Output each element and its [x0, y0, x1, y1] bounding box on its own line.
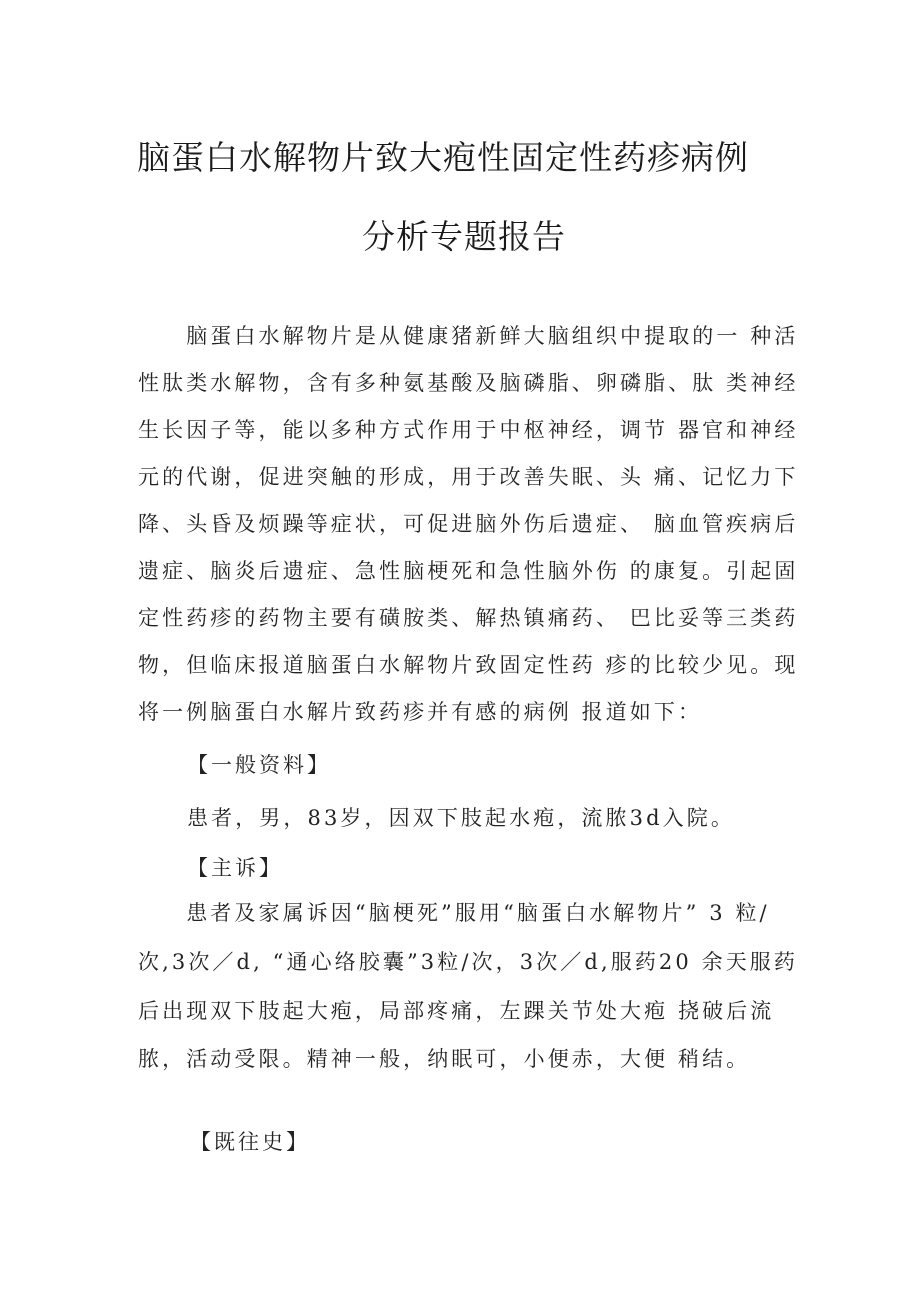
intro-line-9: 将一例脑蛋白水解片致药疹并有感的病例 报道如下： [138, 700, 703, 724]
intro-line-5: 降、头昏及烦躁等症状，可促进脑外伤后遗症、 脑血管疾病后 [138, 512, 799, 536]
document-title-line-2: 分析专题报告 [362, 217, 566, 256]
intro-line-7: 定性药疹的药物主要有磺胺类、解热镇痛药、 巴比妥等三类药 [138, 606, 799, 630]
general-info-text: 患者，男，83岁，因双下肢起水疱，流脓3d入院。 [187, 806, 735, 830]
document-title-line-1: 脑蛋白水解物片致大疱性固定性药疹病例 [137, 138, 749, 177]
intro-line-6: 遗症、脑炎后遗症、急性脑梗死和急性脑外伤 的康复。引起固 [138, 559, 799, 583]
intro-line-8: 物，但临床报道脑蛋白水解物片致固定性药 疹的比较少见。现 [138, 653, 799, 677]
section-heading-history: 【既往史】 [190, 1130, 310, 1154]
section-heading-general: 【一般资料】 [187, 753, 331, 777]
intro-line-3: 生长因子等，能以多种方式作用于中枢神经，调节 器官和神经 [138, 418, 799, 442]
complaint-line-2: 次,3次／d, “通心络胶囊”3粒/次，3次／d,服药20 余天服药 [138, 950, 799, 974]
intro-line-2: 性肽类水解物，含有多种氨基酸及脑磷脂、卵磷脂、肽 类神经 [138, 371, 799, 395]
complaint-line-4: 脓，活动受限。精神一般，纳眠可，小便赤，大便 稍结。 [138, 1047, 751, 1071]
complaint-line-3: 后出现双下肢起大疱，局部疼痛，左踝关节处大疱 挠破后流 [138, 999, 775, 1023]
intro-line-1: 脑蛋白水解物片是从健康猪新鲜大脑组织中提取的一 种活 [138, 324, 799, 348]
intro-line-4: 元的代谢，促进突触的形成，用于改善失眠、头 痛、记忆力下 [138, 465, 799, 489]
section-heading-complaint: 【主诉】 [187, 856, 283, 880]
complaint-line-1: 患者及家属诉因“脑梗死”服用“脑蛋白水解物片” 3 粒/ [138, 901, 770, 925]
